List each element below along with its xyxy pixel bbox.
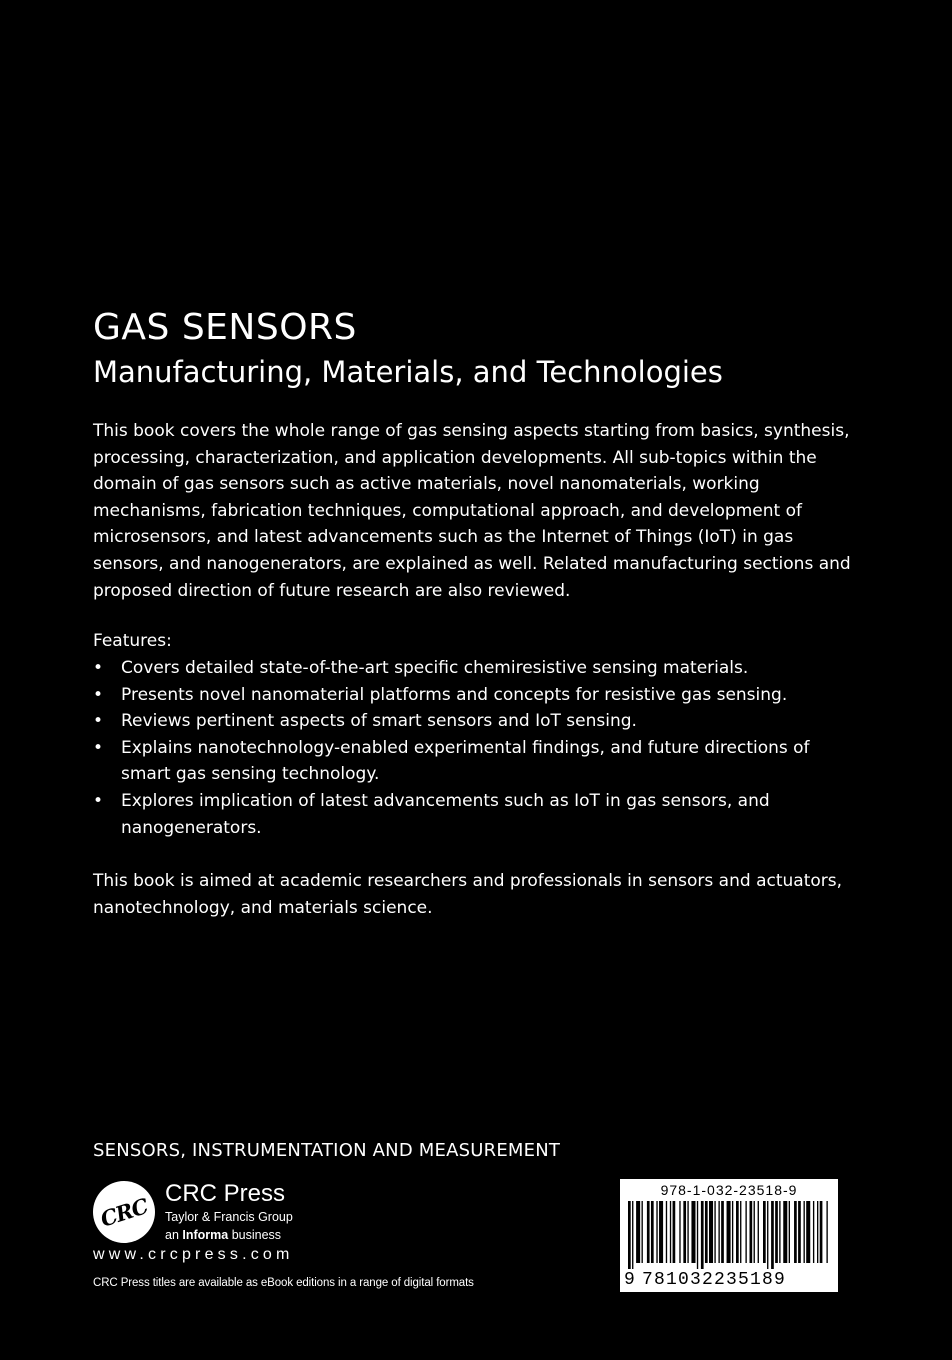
feature-text: Covers detailed state-of-the-art specific chemiresistive sensing materials. (121, 658, 749, 678)
barcode-bar (666, 1201, 667, 1263)
barcode-bar (636, 1201, 640, 1263)
barcode-bar (798, 1201, 801, 1263)
barcode-bar (679, 1201, 680, 1263)
barcode-bar (727, 1201, 731, 1263)
publisher-informa-line (165, 1227, 281, 1243)
barcode-bar (763, 1201, 766, 1263)
features-heading: Features: (93, 631, 172, 651)
feature-text: Presents novel nanomaterial platforms and concepts for resistive gas sensing. (121, 684, 788, 705)
barcode-bar (687, 1201, 688, 1263)
barcode-bar (775, 1201, 778, 1263)
barcode-bar (714, 1201, 715, 1263)
barcode-bar (783, 1201, 787, 1263)
feature-item (93, 708, 833, 735)
book-title: GAS SENSORS (93, 307, 357, 348)
publisher-group: Taylor & Francis Group (165, 1210, 293, 1224)
barcode-bar (820, 1201, 823, 1263)
barcode-bar (651, 1201, 654, 1263)
barcode-bar (732, 1201, 733, 1263)
barcode-bar (740, 1201, 741, 1263)
barcode-bar (683, 1201, 686, 1263)
feature-item (93, 655, 833, 682)
barcode-bar (745, 1201, 746, 1263)
barcode-bar (670, 1201, 671, 1263)
barcode-bar (718, 1201, 719, 1263)
feature-text: Explores implication of latest advancements such as IoT in gas sensors, and nanogenerators. (121, 790, 770, 838)
feature-item (93, 788, 833, 841)
barcode-bar (697, 1201, 698, 1269)
feature-text: Reviews pertinent aspects of smart sensors and IoT sensing. (121, 711, 637, 732)
feature-item (93, 735, 833, 788)
feature-text: Explains nanotechnology-enabled experimental findings, and future directions of smart gas sensing technology. (121, 737, 810, 785)
informa-name: Informa (182, 1228, 229, 1242)
barcode-bar (628, 1201, 631, 1269)
barcode-bar (750, 1201, 753, 1263)
barcode-bar (709, 1201, 713, 1263)
barcode-digit-string: 781032235189 (642, 1270, 787, 1290)
bullet-icon: • (93, 790, 104, 811)
barcode-bar (736, 1201, 739, 1263)
book-subtitle: Manufacturing, Materials, and Technologies (93, 355, 723, 389)
barcode-bar (779, 1201, 780, 1263)
barcode-bar (794, 1201, 797, 1263)
barcode-bar (826, 1201, 827, 1263)
bullet-icon: • (93, 737, 104, 758)
informa-suffix: business (228, 1228, 282, 1242)
audience-statement: This book is aimed at academic researchers and professionals in sensors and actuators, nanotechnology, and materials science. (93, 871, 843, 918)
barcode-lead-digit: 9 (624, 1270, 635, 1290)
barcode-bar (632, 1201, 633, 1269)
features-list (93, 655, 833, 841)
publisher-website: www.crcpress.com (93, 1246, 294, 1263)
book-description: This book covers the whole range of gas sensing aspects starting from basics, synthesis, processing, characterization, and application developments. All sub-topics within the domain of gas sensors such as active materials, novel nanomaterials, working mechanisms, fabrication techniques, computational approach, and development of microsensors, and latest advancements such as the Internet of Things (IoT) in gas sensors, and nanogenerators, are explained as well. Related manufacturing sections and proposed direction of future research are also reviewed. (93, 421, 851, 601)
barcode-bar (789, 1201, 790, 1263)
bullet-icon: • (93, 684, 104, 705)
barcode-bar (754, 1201, 755, 1263)
bullet-icon: • (93, 711, 104, 732)
isbn-barcode (620, 1179, 838, 1292)
barcode-bar (691, 1201, 695, 1263)
barcode-bar (721, 1201, 724, 1263)
barcode-bar (673, 1201, 676, 1263)
informa-prefix: an (165, 1228, 183, 1242)
barcode-bar (758, 1201, 759, 1263)
barcode-bar (771, 1201, 774, 1269)
barcode-bar (701, 1201, 704, 1269)
bullet-icon: • (93, 658, 104, 678)
barcode-bar (659, 1201, 663, 1263)
barcode-bars-icon (628, 1201, 830, 1269)
barcode-bar (804, 1201, 805, 1263)
barcode-bar (656, 1201, 657, 1263)
crc-logo-icon (93, 1181, 155, 1243)
barcode-bar (767, 1201, 768, 1269)
barcode-bar (642, 1201, 643, 1263)
publisher-name: CRC Press (165, 1180, 286, 1207)
ebook-note: CRC Press titles are available as eBook editions in a range of digital formats (93, 1277, 474, 1289)
feature-item (93, 682, 833, 709)
crc-logo-text: CRC (97, 1192, 151, 1232)
barcode-bar (817, 1201, 818, 1263)
barcode-bar (806, 1201, 810, 1263)
barcode-bar (705, 1201, 708, 1263)
isbn-number: 978-1-032-23518-9 (660, 1182, 798, 1198)
series-name: SENSORS, INSTRUMENTATION AND MEASUREMENT (93, 1140, 561, 1161)
barcode-bar (813, 1201, 814, 1263)
barcode-bar (647, 1201, 650, 1263)
